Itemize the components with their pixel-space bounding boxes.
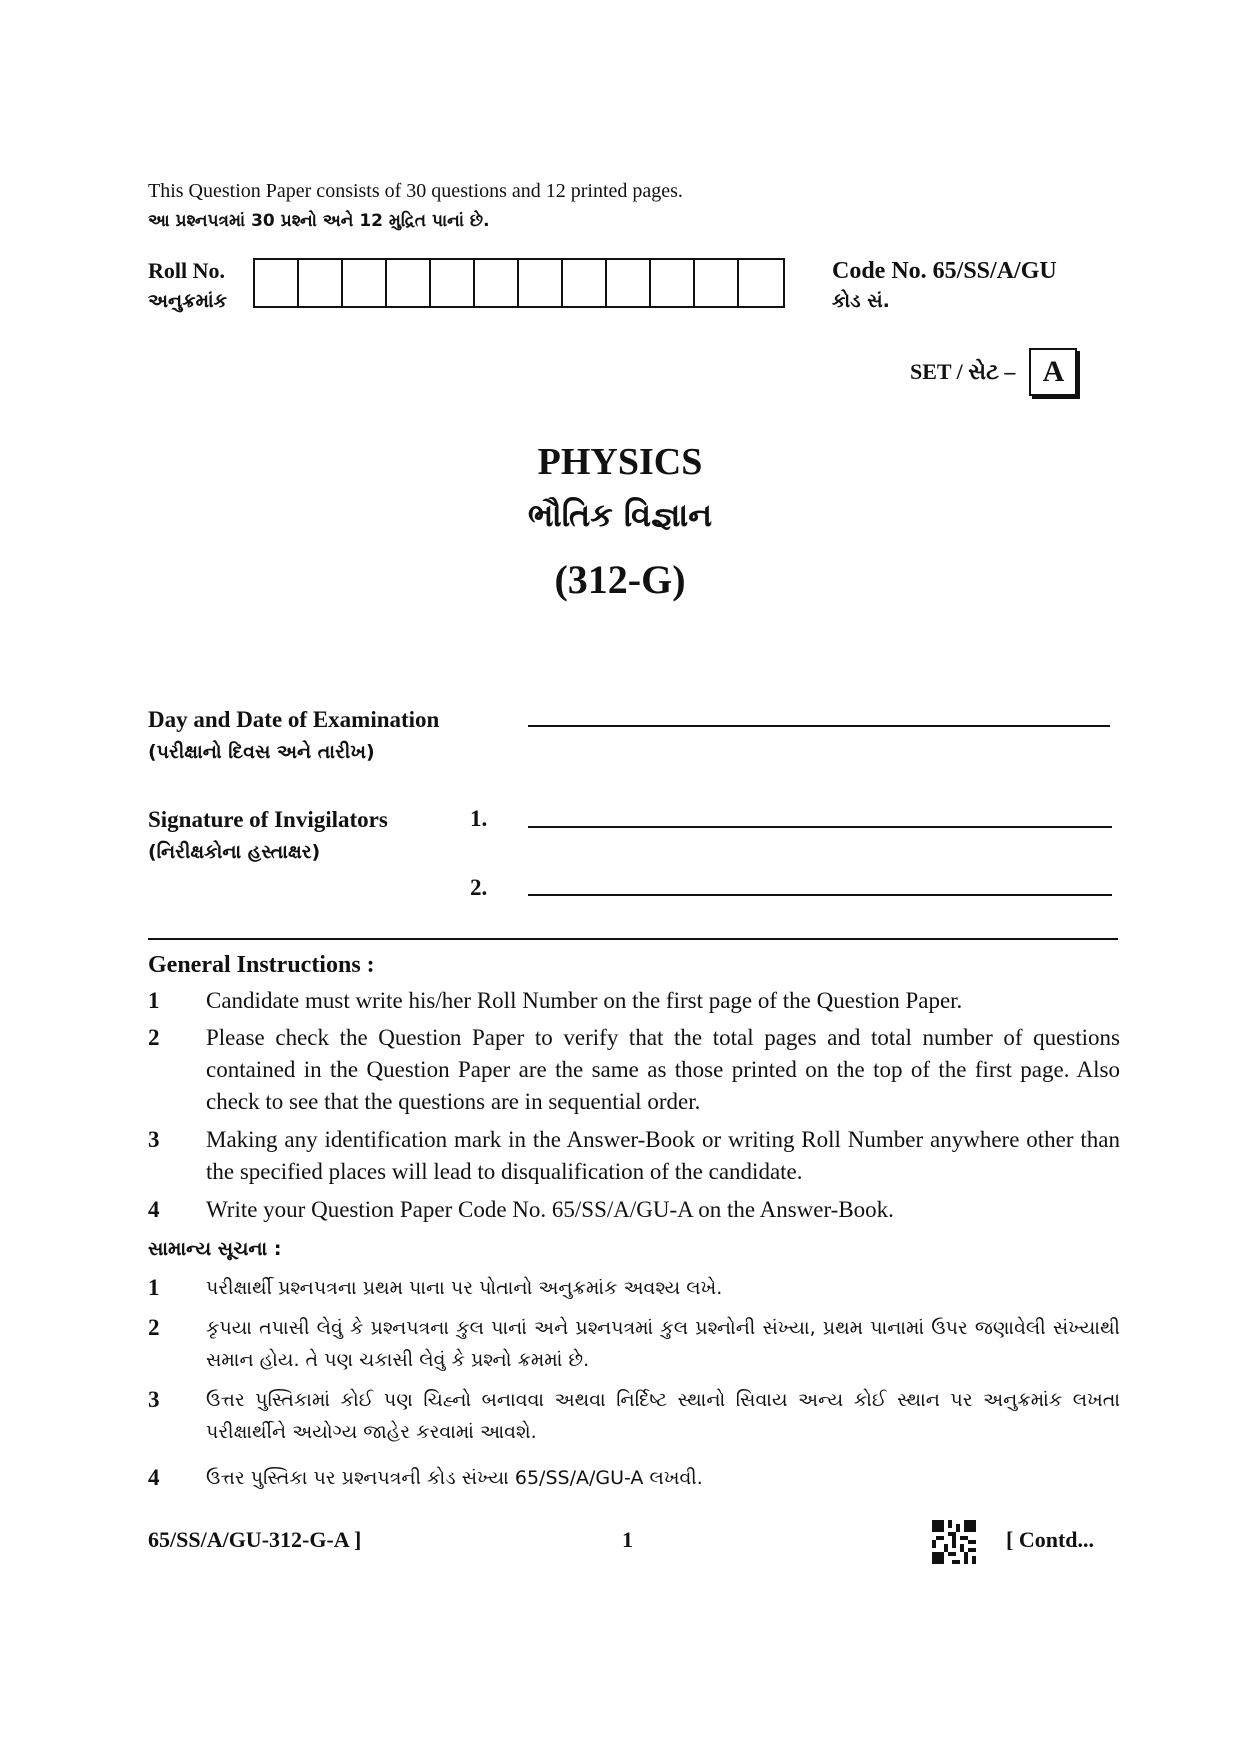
invigilator-signature-label-en: Signature of Invigilators xyxy=(148,807,388,832)
roll-digit-box[interactable] xyxy=(607,260,651,306)
roll-digit-box[interactable] xyxy=(519,260,563,306)
exam-date-label-en: Day and Date of Examination xyxy=(148,707,440,732)
instruction-en-4 xyxy=(148,1194,1120,1226)
qr-code-icon xyxy=(932,1520,976,1564)
instruction-gu-1 xyxy=(148,1272,1120,1304)
set-indicator xyxy=(910,348,1077,396)
subject-title-en: PHYSICS xyxy=(537,441,703,483)
roll-label-en: Roll No. xyxy=(148,258,225,283)
instruction-text: કૃપયા તપાસી લેવું કે પ્રશ્નપત્રના કુલ પાનાં અને પ્રશ્નપત્રમાં કુલ પ્રશ્નોની સંખ્યા, પ્રથમ પાનામાં ઉપર જણાવેલી સંખ્યાથી સમાન હોય. તે પણ ચકાસી લેવું કે પ્રશ્નો ક્રમમાં છે. xyxy=(206,1317,1120,1371)
roll-digit-box[interactable] xyxy=(475,260,519,306)
instruction-text: Write your Question Paper Code No. 65/SS/A/GU-A on the Answer-Book. xyxy=(206,1197,894,1222)
instruction-text: ઉત્તર પુસ્તિકામાં કોઈ પણ ચિહ્નો બનાવવા અથવા નિર્દિષ્ટ સ્થાનો સિવાય અન્ય કોઈ સ્થાન પર અનુક્રમાંક લખતા પરીક્ષાર્થીને અયોગ્ય જાહેર કરવામાં આવશે. xyxy=(206,1389,1120,1443)
instruction-en-2 xyxy=(148,1022,1120,1118)
instruction-text: Making any identification mark in the Answer-Book or writing Roll Number anywhere other than the specified places will lead to disqualification of the candidate. xyxy=(206,1127,1120,1184)
roll-digit-box[interactable] xyxy=(651,260,695,306)
instruction-text: પરીક્ષાર્થી પ્રશ્નપત્રના પ્રથમ પાના પર પોતાનો અનુક્રમાંક અવશ્ય લખે. xyxy=(206,1277,723,1299)
signature-line-1[interactable] xyxy=(528,826,1112,828)
general-instructions-title: General Instructions : xyxy=(148,952,375,978)
continued-label: [ Contd... xyxy=(1006,1527,1095,1552)
instruction-number: 1 xyxy=(148,988,160,1013)
subject-title-gu: ભૌતિક વિજ્ઞાન xyxy=(527,496,713,534)
footer-paper-code: 65/SS/A/GU-312-G-A ] xyxy=(148,1527,362,1552)
invigilator-signature-label-gu: (નિરીક્ષકોના હસ્તાક્ષર) xyxy=(148,841,321,863)
section-divider xyxy=(148,938,1118,940)
code-label-gu: કોડ સં. xyxy=(832,290,890,312)
signature-number-2: 2. xyxy=(470,875,488,900)
signature-line-2[interactable] xyxy=(528,894,1112,896)
instruction-gu-3 xyxy=(148,1384,1120,1448)
roll-digit-box[interactable] xyxy=(695,260,739,306)
set-label: SET / સેટ – xyxy=(910,359,1016,384)
paper-info-gu: આ પ્રશ્નપત્રમાં 30 પ્રશ્નો અને 12 મુદ્રિત પાનાં છે. xyxy=(148,211,490,231)
exam-date-label-gu: (પરીક્ષાનો દિવસ અને તારીખ) xyxy=(148,741,375,763)
instruction-number: 3 xyxy=(148,1127,160,1152)
roll-label-gu: અનુક્રમાંક xyxy=(148,290,228,312)
paper-info-en: This Question Paper consists of 30 questions and 12 printed pages. xyxy=(148,180,683,202)
roll-digit-box[interactable] xyxy=(387,260,431,306)
subject-code: (312-G) xyxy=(554,557,686,602)
code-label xyxy=(832,256,1057,316)
instruction-number: 2 xyxy=(148,1025,160,1050)
instruction-text: ઉત્તર પુસ્તિકા પર પ્રશ્નપત્રની કોડ સંખ્યા 65/SS/A/GU-A લખવી. xyxy=(206,1467,703,1489)
instruction-number: 4 xyxy=(148,1465,160,1490)
instruction-number: 3 xyxy=(148,1387,160,1412)
instruction-text: Please check the Question Paper to verify that the total pages and total number of questions contained in the Question Paper are the same as those printed on the top of the first page. Also check to see that the questions are in sequential order. xyxy=(206,1025,1120,1114)
instruction-text: Candidate must write his/her Roll Number on the first page of the Question Paper. xyxy=(206,988,963,1013)
set-value-box: A xyxy=(1029,348,1077,396)
roll-label xyxy=(148,256,227,316)
instruction-en-1 xyxy=(148,985,1120,1017)
exam-date-label xyxy=(148,704,439,768)
exam-date-line[interactable] xyxy=(528,725,1110,727)
instruction-gu-2 xyxy=(148,1312,1120,1376)
roll-digit-box[interactable] xyxy=(739,260,783,306)
roll-digit-box[interactable] xyxy=(299,260,343,306)
page-number: 1 xyxy=(622,1527,633,1552)
instruction-number: 1 xyxy=(148,1275,160,1300)
roll-digit-box[interactable] xyxy=(343,260,387,306)
instruction-gu-4 xyxy=(148,1462,1120,1494)
instruction-number: 2 xyxy=(148,1315,160,1340)
instruction-number: 4 xyxy=(148,1197,160,1222)
roll-number-boxes[interactable] xyxy=(253,258,785,308)
roll-digit-box[interactable] xyxy=(431,260,475,306)
signature-number-1: 1. xyxy=(470,806,488,831)
invigilator-signature-label xyxy=(148,804,388,868)
roll-digit-box[interactable] xyxy=(255,260,299,306)
instruction-en-3 xyxy=(148,1124,1120,1188)
general-instructions-title-gu: સામાન્ય સૂચના : xyxy=(148,1238,282,1260)
roll-digit-box[interactable] xyxy=(563,260,607,306)
code-label-en: Code No. 65/SS/A/GU xyxy=(832,258,1057,284)
